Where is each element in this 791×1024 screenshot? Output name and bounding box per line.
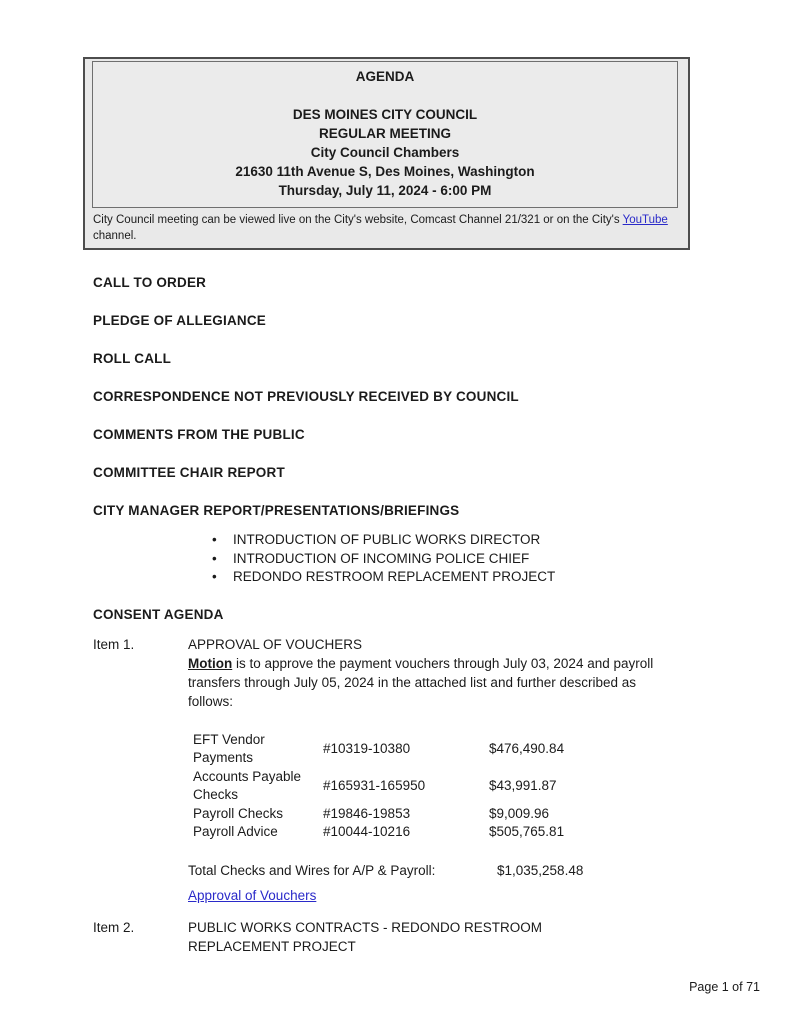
voucher-desc: Payroll Advice: [193, 824, 278, 839]
item-2-title: PUBLIC WORKS CONTRACTS - REDONDO RESTROOM REPLACEMENT PROJECT: [188, 919, 543, 954]
motion-rest: is to approve the payment vouchers through July 03, 2024 and payroll transfers through July 05, 2024 in the attached list and further described as follows:: [188, 655, 654, 709]
briefing-label: INTRODUCTION OF PUBLIC WORKS DIRECTOR: [233, 532, 541, 547]
vouchers-total-row: [188, 861, 791, 880]
table-row: [193, 823, 589, 842]
voucher-amount: $505,765.81: [489, 824, 565, 839]
section-public-comments: COMMENTS FROM THE PUBLIC: [93, 427, 305, 442]
motion-word: Motion: [188, 655, 233, 671]
bullet-icon: •: [212, 550, 217, 566]
section-correspondence: CORRESPONDENCE NOT PREVIOUSLY RECEIVED BY COUNCIL: [93, 389, 519, 404]
list-item: [212, 550, 791, 569]
voucher-range: #10319-10380: [323, 740, 411, 756]
item-1-label: Item 1.: [93, 636, 135, 652]
section-committee-chair-report: COMMITTEE CHAIR REPORT: [93, 465, 285, 480]
total-label: Total Checks and Wires for A/P & Payroll:: [188, 862, 436, 878]
voucher-range: #19846-19853: [323, 805, 411, 821]
voucher-amount: $43,991.87: [489, 777, 557, 793]
table-row: [193, 805, 589, 824]
viewing-notice: [85, 211, 688, 248]
agenda-item-2: [93, 918, 791, 956]
meeting-address: 21630 11th Avenue S, Des Moines, Washington: [235, 164, 535, 179]
voucher-desc: Payroll Checks: [193, 805, 284, 821]
item-1-body: [188, 635, 680, 711]
section-call-to-order: CALL TO ORDER: [93, 275, 207, 290]
meeting-datetime: Thursday, July 11, 2024 - 6:00 PM: [278, 183, 492, 198]
voucher-range: #10044-10216: [323, 824, 411, 839]
voucher-amount: $9,009.96: [489, 805, 550, 821]
youtube-link[interactable]: YouTube: [622, 214, 668, 226]
meeting-location: City Council Chambers: [310, 145, 460, 160]
item-1-motion-text: [188, 654, 680, 711]
meeting-header-inner-box: [92, 61, 678, 208]
section-roll-call: ROLL CALL: [93, 351, 172, 366]
voucher-range: #165931-165950: [323, 777, 426, 793]
bullet-icon: •: [212, 532, 217, 547]
table-row: [193, 768, 589, 805]
section-consent-agenda: CONSENT AGENDA: [93, 606, 224, 622]
attachment-line: [188, 886, 791, 905]
item-2-label: Item 2.: [93, 919, 135, 935]
page-number: Page 1 of 71: [689, 980, 760, 994]
council-name: DES MOINES CITY COUNCIL: [292, 107, 478, 122]
voucher-amount: $476,490.84: [489, 740, 565, 756]
agenda-item-1: [93, 635, 791, 711]
bullet-icon: •: [212, 569, 217, 584]
meeting-type: REGULAR MEETING: [318, 126, 451, 141]
vouchers-table: [193, 731, 589, 842]
header-spacer: [97, 86, 673, 105]
voucher-desc: Accounts Payable Checks: [193, 768, 302, 802]
briefings-list: [212, 531, 791, 587]
briefing-label: REDONDO RESTROOM REPLACEMENT PROJECT: [233, 569, 556, 584]
approval-of-vouchers-link[interactable]: Approval of Vouchers: [188, 887, 317, 903]
briefing-label: INTRODUCTION OF INCOMING POLICE CHIEF: [233, 550, 530, 566]
viewing-notice-text: City Council meeting can be viewed live on the City's website, Comcast Channel 21/321 or on the City's: [93, 214, 623, 226]
list-item: [212, 568, 791, 587]
table-row: [193, 731, 589, 768]
viewing-notice-suffix: channel.: [93, 230, 137, 242]
agenda-title: AGENDA: [355, 69, 415, 84]
list-item: [212, 531, 791, 550]
section-pledge-of-allegiance: PLEDGE OF ALLEGIANCE: [93, 313, 267, 328]
total-amount: $1,035,258.48: [497, 862, 584, 878]
meeting-header-box: [83, 57, 690, 250]
section-city-manager-report: CITY MANAGER REPORT/PRESENTATIONS/BRIEFINGS: [93, 503, 460, 518]
item-1-title: APPROVAL OF VOUCHERS: [188, 636, 363, 652]
voucher-desc: EFT Vendor Payments: [193, 731, 265, 765]
